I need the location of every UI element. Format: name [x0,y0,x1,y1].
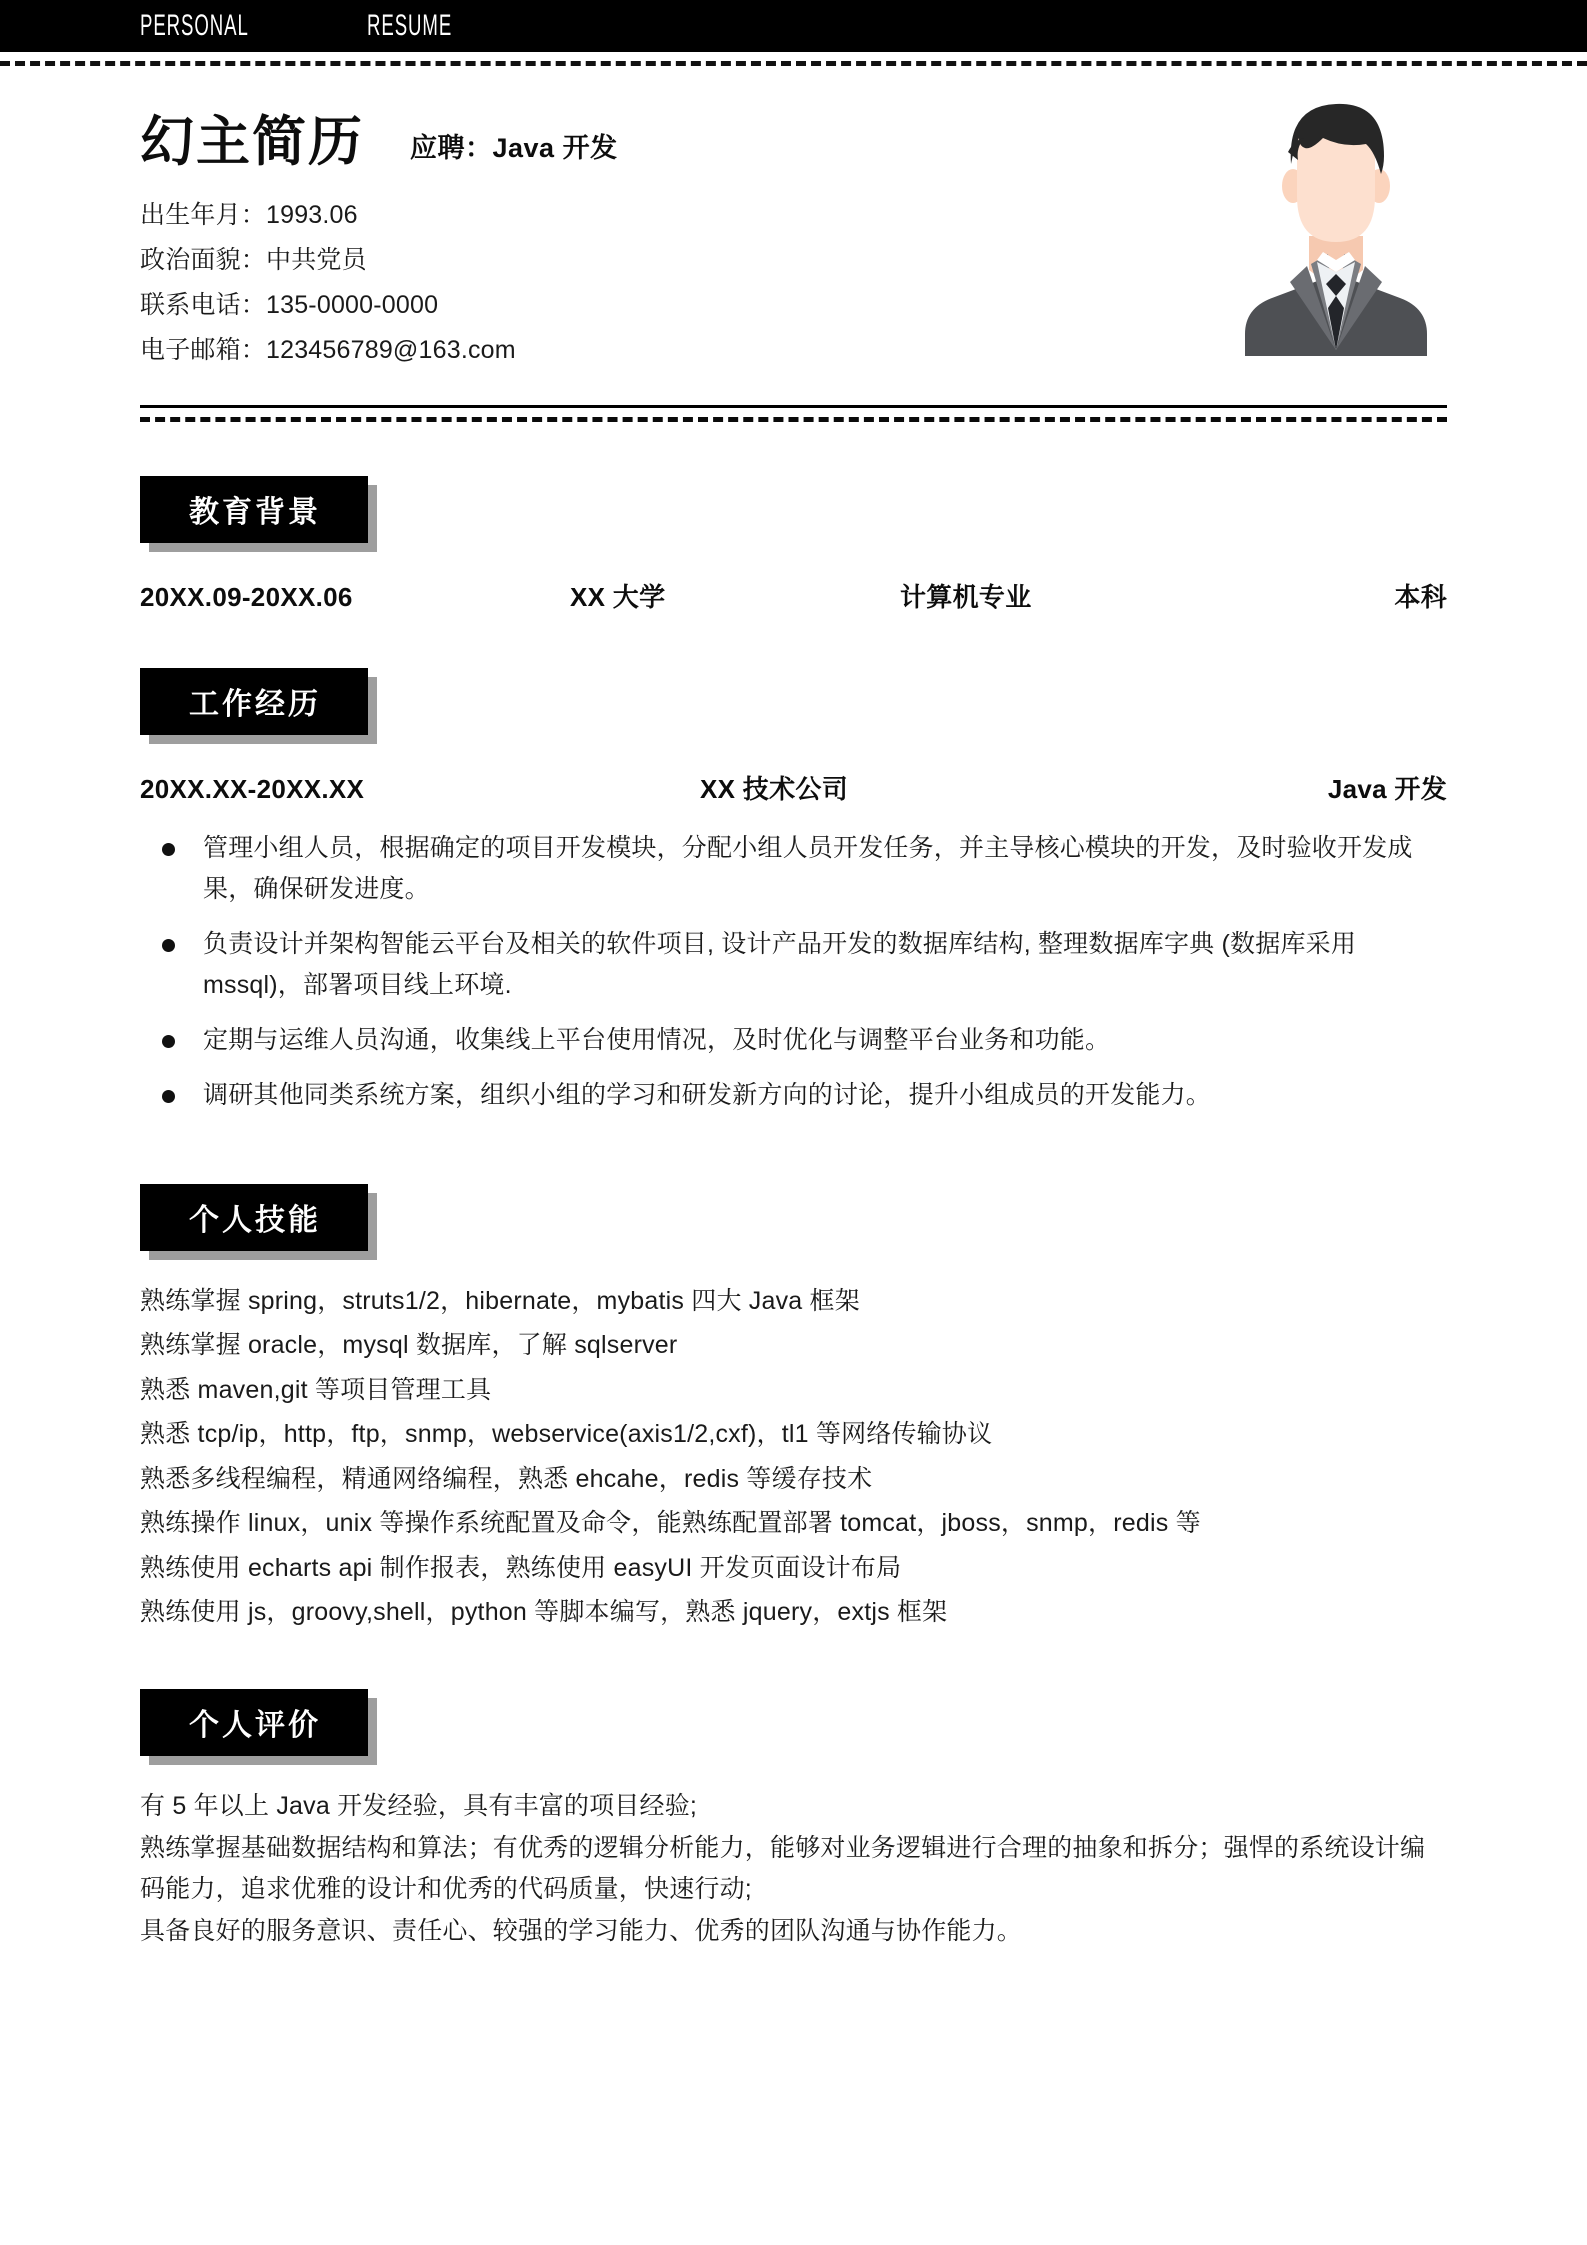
skill-line: 熟悉多线程编程，精通网络编程，熟悉 ehcahe，redis 等缓存技术 [140,1464,873,1493]
list-item [140,828,1447,910]
skill-line: 熟练掌握 oracle，mysql 数据库，了解 sqlserver [140,1331,678,1360]
skill-line: 熟练使用 js，groovy,shell，python 等脚本编写，熟悉 jquery，extjs 框架 [140,1598,948,1627]
evaluation-list [140,1784,1447,1954]
work-bullet-text: 调研其他同类系统方案，组织小组的学习和研发新方向的讨论，提升小组成员的开发能力。 [203,1080,1212,1109]
evaluation-line: 熟练掌握基础数据结构和算法；有优秀的逻辑分析能力，能够对业务逻辑进行合理的抽象和拆分；强悍的系统设计编码能力，追求优雅的设计和优秀的代码质量，快速行动; [140,1834,1426,1903]
work-row [140,769,1447,806]
work-bullet-text: 管理小组人员，根据确定的项目开发模块，分配小组人员开发任务，并主导核心模块的开发，及时验收开发成果，确保研发进度。 [203,833,1413,903]
section-title-skills: 个人技能 [140,1184,368,1251]
work-bullet-text: 定期与运维人员沟通，收集线上平台使用情况，及时优化与调整平台业务和功能。 [203,1025,1111,1054]
skill-line: 熟练掌握 spring，struts1/2，hibernate，mybatis 四大 Java 框架 [140,1286,860,1315]
contact-email: 电子邮箱：123456789@163.com [140,336,516,365]
bullet-dot-icon [162,1090,175,1103]
divider-solid-line [140,405,1447,408]
education-row [140,577,1447,614]
banner-word-personal: PERSONAL [140,9,249,42]
applying-position: 应聘：Java 开发 [410,132,618,163]
bullet-dot-icon [162,939,175,952]
section-title-evaluation: 个人评价 [140,1689,368,1756]
list-item [140,1075,1447,1116]
education-degree: 本科 [1394,581,1447,612]
work-dates: 20XX.XX-20XX.XX [140,773,365,804]
bullet-dot-icon [162,1035,175,1048]
banner-word-resume: RESUME [367,9,453,42]
work-bullet-list [140,828,1447,1116]
header-divider [0,405,1587,422]
skill-line: 熟练使用 echarts api 制作报表，熟练使用 easyUI 开发页面设计布局 [140,1553,902,1582]
bullet-dot-icon [162,843,175,856]
section-header-work [140,668,368,735]
section-education [0,422,1587,614]
skill-line: 熟悉 tcp/ip，http，ftp，snmp，webservice(axis1/2,cxf)，tl1 等网络传输协议 [140,1420,993,1449]
education-dates: 20XX.09-20XX.06 [140,581,353,612]
page-bottom-spacer [0,1954,1587,2134]
section-evaluation [0,1635,1587,1954]
education-school: XX 大学 [570,581,666,612]
evaluation-line: 有 5 年以上 Java 开发经验，具有丰富的项目经验; [140,1791,698,1820]
identity-header [0,66,1587,369]
work-company: XX 技术公司 [700,773,849,804]
section-header-education [140,476,368,543]
evaluation-line: 具备良好的服务意识、责任心、较强的学习能力、优秀的团队沟通与协作能力。 [140,1917,1023,1946]
list-item [140,924,1447,1006]
skill-line: 熟练操作 linux，unix 等操作系统配置及命令，能熟练配置部署 tomcat，jboss，snmp，redis 等 [140,1509,1201,1538]
section-header-evaluation [140,1689,368,1756]
education-major: 计算机专业 [900,581,1032,612]
page-title: 幻主简历 [140,112,364,172]
section-title-work: 工作经历 [140,668,368,735]
contact-phone: 联系电话：135-0000-0000 [140,291,439,320]
contact-political-status: 政治面貌：中共党员 [140,245,367,274]
avatar [1225,86,1447,356]
work-bullet-text: 负责设计并架构智能云平台及相关的软件项目, 设计产品开发的数据库结构, 整理数据库字典 (数据库采用 mssql)，部署项目线上环境. [203,929,1357,999]
top-banner [0,0,1587,52]
work-role: Java 开发 [1327,773,1447,804]
section-header-skills [140,1184,368,1251]
section-work [0,614,1587,1116]
skill-line: 熟悉 maven,git 等项目管理工具 [140,1375,492,1404]
list-item [140,1020,1447,1061]
skills-list [140,1279,1447,1635]
section-skills [0,1130,1587,1635]
section-title-education: 教育背景 [140,476,368,543]
contact-birthdate: 出生年月：1993.06 [140,200,358,229]
